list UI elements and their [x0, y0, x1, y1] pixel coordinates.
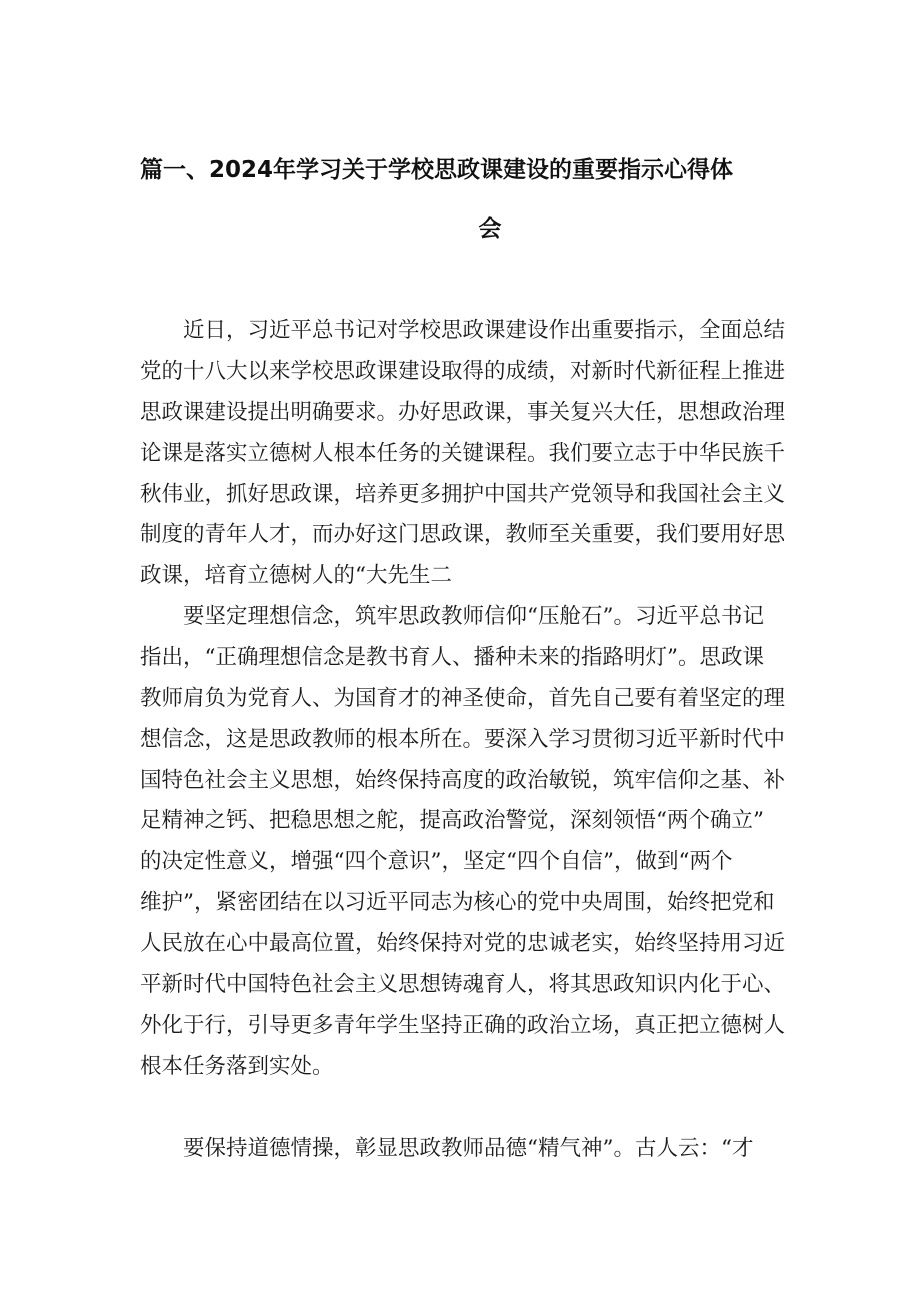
paragraph-line: 足精神之钙、把稳思想之舵，提高政治警觉，深刻领悟“两个确立” — [140, 808, 764, 834]
paragraph-line: 政课，培育立德树人的“大先生二 — [140, 563, 452, 589]
paragraph-line: 人民放在心中最高位置，始终保持对党的忠诚老实，始终坚持用习近 — [140, 931, 786, 957]
paragraph-line: 指出，“正确理想信念是教书育人、播种未来的指路明灯”。思政课 — [140, 644, 764, 670]
paragraph-line: 要保持道德情操，彰显思政教师品德“精气神”。古人云：“才 — [140, 1136, 754, 1161]
paragraph-line: 平新时代中国特色社会主义思想铸魂育人，将其思政知识内化于心、 — [140, 972, 786, 998]
paragraph-1 — [140, 311, 790, 597]
paragraph-line: 制度的青年人才，而办好这门思政课，教师至关重要，我们要用好思 — [140, 522, 786, 548]
paragraph-line: 党的十八大以来学校思政课建设取得的成绩，对新时代新征程上推进 — [140, 358, 786, 384]
paragraph-line: 要坚定理想信念，筑牢思政教师信仰“压舱石”。习近平总书记 — [140, 604, 764, 629]
paragraph-line: 根本任务落到实处。 — [140, 1053, 334, 1079]
paragraph-line: 想信念，这是思政教师的根本所在。要深入学习贯彻习近平新时代中 — [140, 726, 786, 752]
paragraph-3 — [140, 1129, 790, 1170]
paragraph-line: 的决定性意义，增强“四个意识”，坚定“四个自信”，做到“两个 — [140, 849, 733, 875]
paragraph-line: 思政课建设提出明确要求。办好思政课，事关复兴大任，思想政治理 — [140, 399, 786, 425]
document-title-line-1: 篇一、2024年学习关于学校思政课建设的重要指示心得体 — [140, 157, 734, 183]
document-title-line-2: 会 — [478, 216, 502, 242]
paragraph-line: 外化于行，引导更多青年学生坚持正确的政治立场，真正把立德树人 — [140, 1012, 786, 1038]
paragraph-line: 国特色社会主义思想，始终保持高度的政治敏锐，筑牢信仰之基、补 — [140, 767, 786, 793]
paragraph-line: 近日，习近平总书记对学校思政课建设作出重要指示，全面总结 — [140, 318, 786, 343]
paragraph-line: 论课是落实立德树人根本任务的关键课程。我们要立志于中华民族千 — [140, 440, 786, 466]
paragraph-line: 秋伟业，抓好思政课，培养更多拥护中国共产党领导和我国社会主义 — [140, 481, 786, 507]
paragraph-line: 教师肩负为党育人、为国育才的神圣使命，首先自己要有着坚定的理 — [140, 685, 786, 711]
paragraph-line: 维护”，紧密团结在以习近平同志为核心的党中央周围，始终把党和 — [140, 890, 775, 916]
paragraph-2 — [140, 597, 790, 1088]
